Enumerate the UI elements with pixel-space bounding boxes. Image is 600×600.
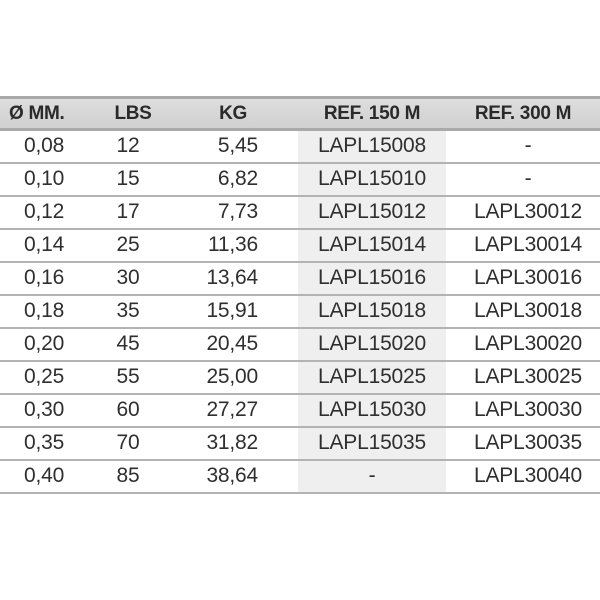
cell-kg: 5,45: [217, 134, 258, 158]
table-row: [0, 427, 600, 460]
cell-ref-300: LAPL30040: [474, 464, 582, 487]
cell-kg: 20,45: [206, 332, 258, 355]
cell-diameter: 0,18: [24, 299, 65, 322]
cell-diameter: 0,35: [24, 431, 65, 454]
table-row: [0, 361, 600, 394]
cell-ref-150: LAPL15012: [298, 196, 446, 229]
cell-kg: 27,27: [206, 398, 258, 421]
cell-diameter: 0,20: [24, 332, 65, 355]
header-ref-150: REF. 150 M: [298, 98, 446, 130]
header-ref-300: REF. 300 M: [446, 98, 600, 130]
cell-ref-150: LAPL15025: [298, 361, 446, 394]
cell-ref-300: LAPL30014: [474, 233, 582, 256]
cell-ref-300: LAPL30035: [474, 431, 582, 454]
cell-diameter: 0,40: [24, 464, 65, 487]
cell-ref-150: LAPL15018: [298, 295, 446, 328]
cell-diameter: 0,30: [24, 398, 65, 421]
cell-ref-300: LAPL30025: [474, 365, 582, 388]
cell-lbs: 70: [116, 431, 140, 454]
cell-ref-300: LAPL30016: [474, 266, 582, 289]
cell-kg: 6,82: [217, 167, 258, 190]
cell-ref-150: LAPL15016: [298, 262, 446, 295]
cell-ref-150: LAPL15020: [298, 328, 446, 361]
table-body: [0, 130, 600, 493]
cell-ref-150: LAPL15035: [298, 427, 446, 460]
table-row: [0, 328, 600, 361]
cell-lbs: 35: [116, 299, 140, 322]
header-row: [0, 98, 600, 130]
cell-ref-300: LAPL30012: [474, 200, 582, 223]
table-row: [0, 262, 600, 295]
cell-ref-150: LAPL15008: [298, 130, 446, 163]
cell-diameter: 0,08: [24, 134, 65, 158]
cell-lbs: 55: [116, 365, 140, 388]
cell-diameter: 0,25: [24, 365, 65, 388]
cell-ref-300: LAPL30030: [474, 398, 582, 421]
cell-kg: 11,36: [208, 233, 258, 256]
table-row: [0, 460, 600, 493]
cell-lbs: 85: [116, 464, 140, 487]
cell-lbs: 17: [116, 200, 140, 223]
cell-diameter: 0,16: [24, 266, 65, 289]
table-row: [0, 229, 600, 262]
cell-ref-300: LAPL30020: [474, 332, 582, 355]
cell-kg: 25,00: [206, 365, 258, 388]
cell-lbs: 15: [116, 167, 140, 190]
cell-lbs: 12: [116, 134, 140, 158]
cell-lbs: 25: [116, 233, 140, 256]
header-diameter: Ø MM.: [0, 98, 95, 130]
cell-lbs: 45: [116, 332, 140, 355]
cell-lbs: 30: [116, 266, 140, 289]
table-header: [0, 98, 600, 130]
table-row: [0, 163, 600, 196]
cell-kg: 13,64: [206, 266, 258, 289]
cell-kg: 7,73: [217, 200, 258, 223]
cell-ref-300: -: [524, 167, 532, 190]
cell-diameter: 0,14: [24, 233, 65, 256]
cell-ref-300: -: [524, 134, 532, 158]
table-row: [0, 295, 600, 328]
table-row: [0, 394, 600, 427]
cell-diameter: 0,10: [24, 167, 65, 190]
cell-diameter: 0,12: [24, 200, 65, 223]
table-row: [0, 196, 600, 229]
cell-ref-150: -: [298, 460, 446, 493]
cell-ref-150: LAPL15010: [298, 163, 446, 196]
line-spec-table: [0, 96, 600, 494]
table-row: [0, 130, 600, 163]
cell-ref-300: LAPL30018: [474, 299, 582, 322]
cell-lbs: 60: [116, 398, 140, 421]
cell-ref-150: LAPL15014: [298, 229, 446, 262]
cell-kg: 38,64: [206, 464, 258, 487]
cell-kg: 31,82: [206, 431, 258, 454]
cell-ref-150: LAPL15030: [298, 394, 446, 427]
header-kg: KG: [171, 98, 298, 130]
cell-kg: 15,91: [206, 299, 258, 322]
header-lbs: LBS: [95, 98, 171, 130]
